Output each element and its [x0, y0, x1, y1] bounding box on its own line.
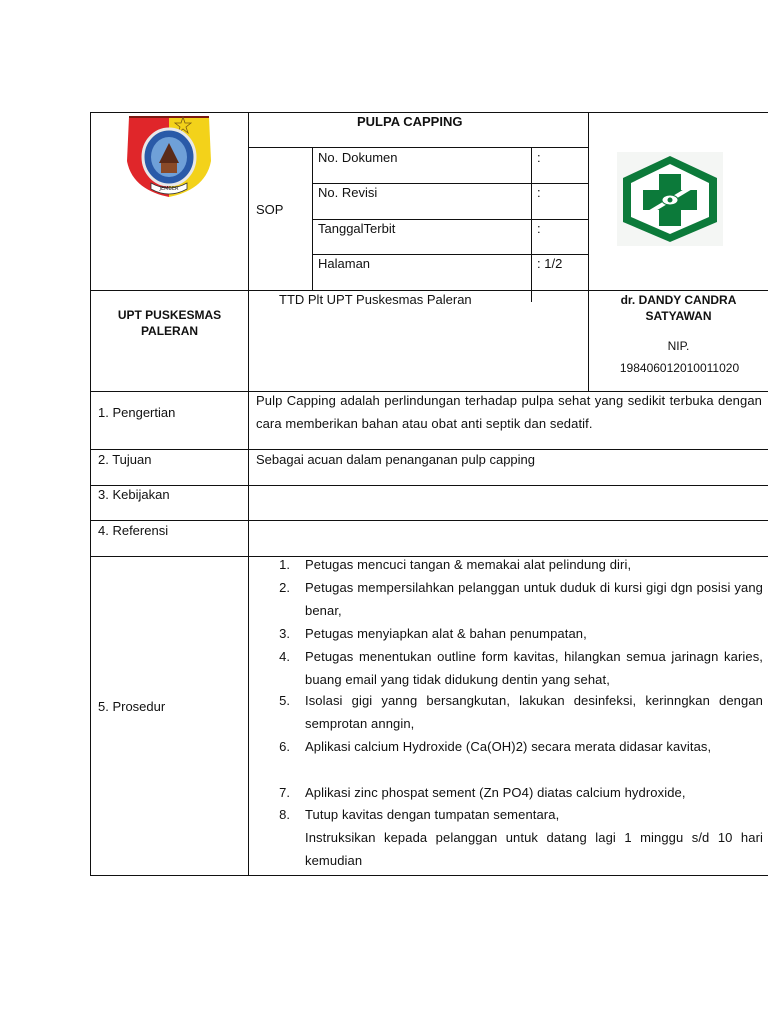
step-number: 8.: [279, 807, 290, 822]
section-label-tujuan: 2. Tujuan: [98, 452, 152, 467]
ttd-label: TTD Plt UPT Puskesmas Paleran: [279, 292, 472, 307]
field-value-no-dokumen: :: [537, 150, 541, 165]
step-number: 4.: [279, 649, 290, 664]
puskesmas-logo: [617, 152, 723, 246]
step-number: 3.: [279, 626, 290, 641]
step-number: 6.: [279, 739, 290, 754]
field-label-no-dokumen: No. Dokumen: [318, 150, 398, 165]
nip-value: 198406012010011020: [619, 361, 740, 375]
border-line: [312, 254, 588, 255]
sop-label: SOP: [256, 202, 284, 217]
step-number: 2.: [279, 580, 290, 595]
section-text-pengertian: Pulp Capping adalah perlindungan terhadap pulpa sehat yang sedikit terbuka dengan cara memberikan bahan atau obat anti septik dan sedatif.: [256, 393, 762, 431]
field-label-halaman: Halaman: [318, 256, 371, 271]
step-text: Tutup kavitas dengan tumpatan sementara,: [305, 807, 560, 822]
border-line: [90, 520, 768, 521]
step-text: Petugas menentukan outline form kavitas, hilangkan semua jarinagn karies, buang email yang tidak didukung dentin yang sehat,: [305, 649, 763, 687]
section-label-prosedur: 5. Prosedur: [98, 699, 166, 714]
border-line: [90, 112, 91, 876]
section-label-pengertian: 1. Pengertian: [98, 405, 176, 420]
border-line: [90, 485, 768, 486]
border-line: [90, 449, 768, 450]
nip-label: NIP.: [667, 339, 690, 353]
field-label-no-revisi: No. Revisi: [318, 185, 378, 200]
step-number: 5.: [279, 693, 290, 708]
step-text: Petugas mencuci tangan & memakai alat pelindung diri,: [305, 557, 632, 572]
section-label-kebijakan: 3. Kebijakan: [98, 487, 170, 502]
border-line: [531, 290, 532, 302]
border-line: [312, 219, 588, 220]
signer-name-line1: dr. DANDY CANDRA: [620, 293, 737, 307]
step-number: 1.: [279, 557, 290, 572]
section-label-referensi: 4. Referensi: [98, 523, 169, 538]
border-line: [248, 147, 588, 148]
field-value-no-revisi: :: [537, 185, 541, 200]
jember-logo: [121, 113, 217, 203]
svg-text:JEMBER: JEMBER: [159, 186, 179, 192]
section-text-tujuan: Sebagai acuan dalam penanganan pulp capping: [256, 452, 536, 467]
step-text: Instruksikan kepada pelanggan untuk datang lagi 1 minggu s/d 10 hari kemudian: [305, 830, 763, 868]
border-line: [312, 147, 313, 290]
border-line: [90, 875, 768, 876]
step-text: Petugas menyiapkan alat & bahan penumpatan,: [305, 626, 587, 641]
border-line: [248, 112, 249, 876]
step-text: Isolasi gigi yanng bersangkutan, lakukan desinfeksi, kerinngkan dengan semprotan anngin,: [305, 693, 763, 731]
field-value-tanggal-terbit: :: [537, 221, 541, 236]
document-title: PULPA CAPPING: [357, 114, 463, 129]
field-value-halaman: : 1/2: [537, 256, 563, 271]
border-line: [90, 290, 768, 291]
step-text: Aplikasi calcium Hydroxide (Ca(OH)2) secara merata didasar kavitas,: [305, 739, 712, 754]
border-line: [312, 183, 588, 184]
step-number: 7.: [279, 785, 290, 800]
step-text: Petugas mempersilahkan pelanggan untuk duduk di kursi gigi dgn posisi yang benar,: [305, 580, 763, 618]
border-line: [531, 147, 532, 290]
step-text: Aplikasi zinc phospat sement (Zn PO4) diatas calcium hydroxide,: [305, 785, 686, 800]
org-name-line2: PALERAN: [140, 324, 199, 338]
field-label-tanggal-terbit: TanggalTerbit: [318, 221, 396, 236]
signer-name-line2: SATYAWAN: [645, 309, 712, 323]
org-name-line1: UPT PUSKESMAS: [117, 308, 222, 322]
